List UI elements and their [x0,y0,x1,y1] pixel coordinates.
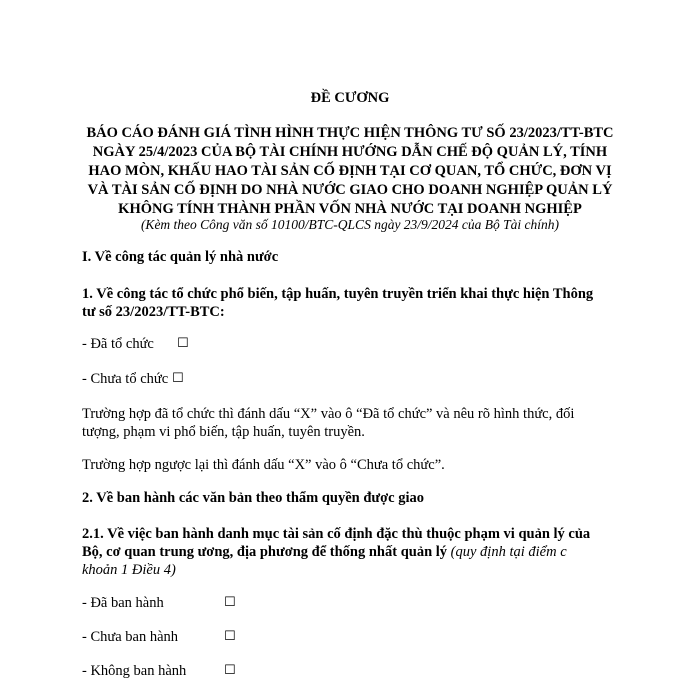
item-2-1-title-line [82,543,567,561]
paragraph-line: tượng, phạm vi phổ biến, tập huấn, tuyên truyền. [82,424,365,440]
item-2-1-title-line: 2.1. Về việc ban hành danh mục tài sản cố định đặc thù thuộc phạm vi quản lý của [82,526,591,542]
item-2-1-title-line: khoản 1 Điều 4) [82,562,176,578]
checkbox-icon[interactable]: ☐ [224,663,236,678]
checkbox-icon[interactable]: ☐ [172,371,184,386]
section-1-title: I. Về công tác quản lý nhà nước [82,249,279,265]
checkbox-icon[interactable]: ☐ [224,629,236,644]
paragraph-line: Trường hợp ngược lại thì đánh dấu “X” vào ô “Chưa tổ chức”. [82,457,445,473]
attachment-note: (Kèm theo Công văn số 10100/BTC-QLCS ngày 23/9/2024 của Bộ Tài chính) [140,217,560,232]
option-khong-ban-hanh-label: - Không ban hành [82,663,187,679]
option-da-to-chuc-label: - Đã tổ chức [82,336,154,352]
report-title-line: NGÀY 25/4/2023 CỦA BỘ TÀI CHÍNH HƯỚNG DẪN CHẾ ĐỘ QUẢN LÝ, TÍNH [92,144,608,160]
option-chua-to-chuc-label: - Chưa tổ chức [82,371,169,387]
item-1-title-line: tư số 23/2023/TT-BTC: [82,304,225,320]
document-heading: ĐỀ CƯƠNG [310,90,390,106]
option-chua-ban-hanh-label: - Chưa ban hành [82,629,179,645]
item-2-title: 2. Về ban hành các văn bản theo thẩm quyền được giao [82,490,424,506]
report-title-line: BÁO CÁO ĐÁNH GIÁ TÌNH HÌNH THỰC HIỆN THÔNG TƯ SỐ 23/2023/TT-BTC [86,125,614,141]
item-1-title-line: 1. Về công tác tổ chức phổ biến, tập huấn, tuyên truyền triển khai thực hiện Thông [82,286,594,302]
report-title-line: VÀ TÀI SẢN CỐ ĐỊNH DO NHÀ NƯỚC GIAO CHO DOANH NGHIỆP QUẢN LÝ [87,182,613,198]
checkbox-icon[interactable]: ☐ [177,336,189,351]
option-da-ban-hanh-label: - Đã ban hành [82,595,164,611]
item-2-1-title-bold: Bộ, cơ quan trung ương, địa phương để thống nhất quản lý [82,544,448,560]
report-title-line: HAO MÒN, KHẤU HAO TÀI SẢN CỐ ĐỊNH TẠI CƠ QUAN, TỔ CHỨC, ĐƠN VỊ [88,163,612,179]
item-2-1-title-italic: (quy định tại điểm c [447,544,567,560]
checkbox-icon[interactable]: ☐ [224,595,236,610]
paragraph-line: Trường hợp đã tổ chức thì đánh dấu “X” vào ô “Đã tổ chức” và nêu rõ hình thức, đối [82,406,575,422]
report-title-line: KHÔNG TÍNH THÀNH PHẦN VỐN NHÀ NƯỚC TẠI DOANH NGHIỆP [118,201,582,217]
